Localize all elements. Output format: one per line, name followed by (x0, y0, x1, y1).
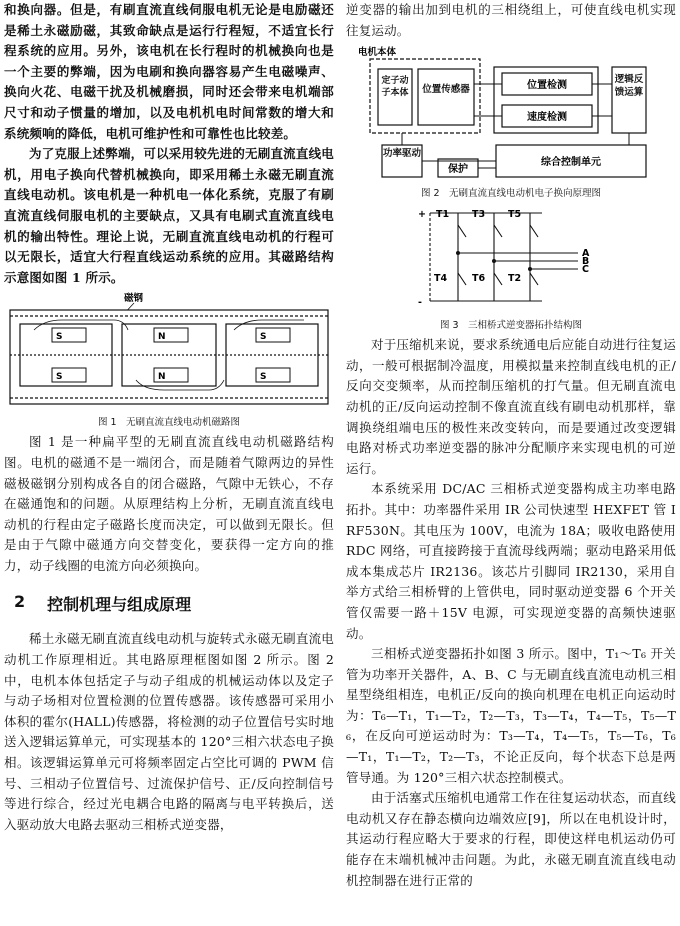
switch-label: T2 (508, 273, 522, 285)
bus-lines (430, 213, 578, 301)
paragraph-left-3: 图 1 是一种扁平型的无刷直流直线电动机磁路结构图。电机的磁通不是一端闭合，而是随着气隙两边的异性磁极磁钢分别构成各自的闭合磁路，气隙中无铁心，不存在磁通饱和的问题。从原理结构上分析，无刷直流直线电动机的行程由定子磁路长度而决定，可以做到无限长。但是由于气隙中磁通方向交替变化，要获得一定方向的推力，动子线圈的电流方向必须换向。 (4, 434, 334, 573)
paragraph-left-1: 和换向器。但是，有刷直流直线伺服电机无论是电励磁还是稀土永磁励磁，其致命缺点是运行行程短，不适宜长行程系统的应用。另外，该电机在长行程时的机械换向也是一个主要的弊端，因为电刷和换向器容易产生电磁噪声、换向火花、电磁干扰及机械磨损，同时还会带来电机端部尺寸和动子惯量的增加，以及电机机电时间常数的增大和系统频响的降低，电机可维护性和可靠性也比较差。 (4, 2, 334, 141)
paragraph-left-2: 为了克服上述弊端，可以采用较先进的无刷直流直线电机，用电子换向代替机械换向，即采用稀土永磁无刷直流直线电动机。该电机是一种机电一体化系统，克服了有刷直流直线伺服电机的主要缺点，又具有电刷式直流直线电机的输出特性。理论上说，无刷直流直线电动机的行程可以无限长，适宜大行程直线运动系统的应用。其磁路结构示意图如图 1 所示。 (4, 146, 334, 285)
dc-plus-label: + (418, 209, 426, 221)
switch-label: T1 (436, 209, 450, 221)
position-sensor-label: 位置传感器 (422, 84, 470, 96)
inverter-labels (418, 209, 590, 308)
protect-label: 保护 (448, 164, 468, 176)
pole-label: S (260, 332, 267, 343)
switch-label: T6 (472, 273, 486, 285)
figure-1-caption: 图 1 无刷直流直线电动机磁路图 (97, 417, 241, 429)
switch-label: T3 (472, 209, 486, 221)
magnet-label: 磁钢 (124, 293, 144, 305)
speed-detect-label: 速度检测 (527, 112, 567, 124)
motor-body-title: 电机本体 (358, 47, 397, 59)
figure-3-caption: 图 3 三相桥式逆变器拓扑结构图 (439, 320, 583, 332)
right-column (346, 0, 676, 891)
pole-label: S (56, 372, 63, 383)
switch-marks (458, 225, 538, 285)
paragraph-right-3: 本系统采用 DC/AC 三相桥式逆变器构成主功率电路拓扑。其中：功率器件采用 IR 公司快速型 HEXFET 管 IRF530N。其电压为 100V，电流为 18A；吸收电路使用 RDC 网络，可直接跨接于直流母线两端；驱动电路采用低成本集成芯片 IR2136。该芯片引脚同 IR2130，采用自举方式给三相桥臂的上管供电，同时驱动逆变器 6 个开关管仅需要一路＋15V 电源，可实现逆变器的高频快速驱动。 (346, 481, 676, 641)
logic-label: 逻辑反馈运算 (614, 74, 644, 99)
section-title: 控制机理与组成原理 (47, 595, 192, 615)
pole-label: N (158, 332, 166, 343)
control-label: 综合控制单元 (541, 157, 601, 169)
left-column (4, 0, 334, 835)
magnetic-circuit-diagram (4, 290, 334, 408)
paragraph-left-4: 稀土永磁无刷直流直线电动机与旋转式永磁无刷直流电动机工作原理相近。其电路原理框图如图 2 所示。图 2 中，电机本体包括定子与动子组成的机械运动体以及定子与动子场相对位置检测的位置传感器。该传感器可采用小体积的霍尔(HALL)传感器，将检测的动子位置信号实时地送入逻辑运算单元，可实现基本的 120°三相六状态电子换相。该逻辑运算单元可将频率固定占空比可调的 PWM 信号、三相动子位置信号、过流保护信号、正/反向控制信号等进行综合，经过光电耦合电路的隔离与电平转换后，送入驱动放大电路去驱动三相桥式逆变器， (4, 631, 334, 832)
power-drive-label: 功率驱动 (383, 148, 421, 160)
phase-label: A (582, 248, 590, 260)
paragraph-right-4: 三相桥式逆变器拓扑如图 3 所示。图中，T₁～T₆ 开关管为功率开关器件，A、B、C 与无刷直线直流电动机三相星型绕组相连，电机正/反向的换向机理在电机正向运动时为：T₆—T₁，T₁—T₂，T₂—T₃，T₃—T₄，T₄—T₅，T₅—T₆，在反向可逆运动时为：T₃—T₄，T₄—T₅，T₅—T₆，T₆—T₁，T₁—T₂，T₂—T₃，不论正反向，每个状态下总是两管导通。为 120°三相六状态控制模式。 (346, 646, 676, 785)
figure-2 (346, 41, 676, 199)
phase-label: B (582, 256, 590, 268)
figure-2-caption: 图 2 无刷直流直线电动机电子换向原理图 (420, 188, 602, 200)
switch-label: T4 (434, 273, 448, 285)
figure-3 (346, 203, 676, 331)
section-number: 2 (14, 592, 26, 612)
paragraph-right-5: 由于活塞式压缩机电通常工作在往复运动状态，而直线电动机又存在静态横向边端效应[9]，所以在电机设计时，其运动行程应略大于要求的行程，即使这样电机运动仍可能存在末端机械冲击问题。为此，永磁无刷直流直线电动机控制器在进行正常的 (346, 790, 676, 888)
figure-1 (4, 290, 334, 428)
phase-label: C (582, 264, 589, 276)
inverter-topology-diagram (346, 203, 676, 311)
paragraph-right-2: 对于压缩机来说，要求系统通电后应能自动进行往复运动，一般可根据制冷温度，用模拟量来控制直线电机的正/反向交变频率，从而控制压缩机的打气量。但无刷直流电动机的正/反向运动控制不像直流直线有刷电动机那样，靠调换绕组端电压的极性来改变转向，而是要通过改变逻辑电路对桥式功率逆变器的脉冲分配顺序来实现电机的可逆运行。 (346, 337, 676, 476)
pole-label: S (56, 332, 63, 343)
paragraph-right-1: 逆变器的输出加到电机的三相绕组上，可使直线电机实现往复运动。 (346, 2, 676, 38)
dc-minus-label: - (418, 297, 422, 309)
stator-label: 定子动子本体 (381, 76, 409, 99)
pole-label: S (260, 372, 267, 383)
switch-label: T5 (508, 209, 522, 221)
pole-label: N (158, 372, 166, 383)
position-detect-label: 位置检测 (527, 80, 567, 92)
section-heading (14, 592, 334, 615)
commutation-block-diagram (346, 41, 676, 179)
